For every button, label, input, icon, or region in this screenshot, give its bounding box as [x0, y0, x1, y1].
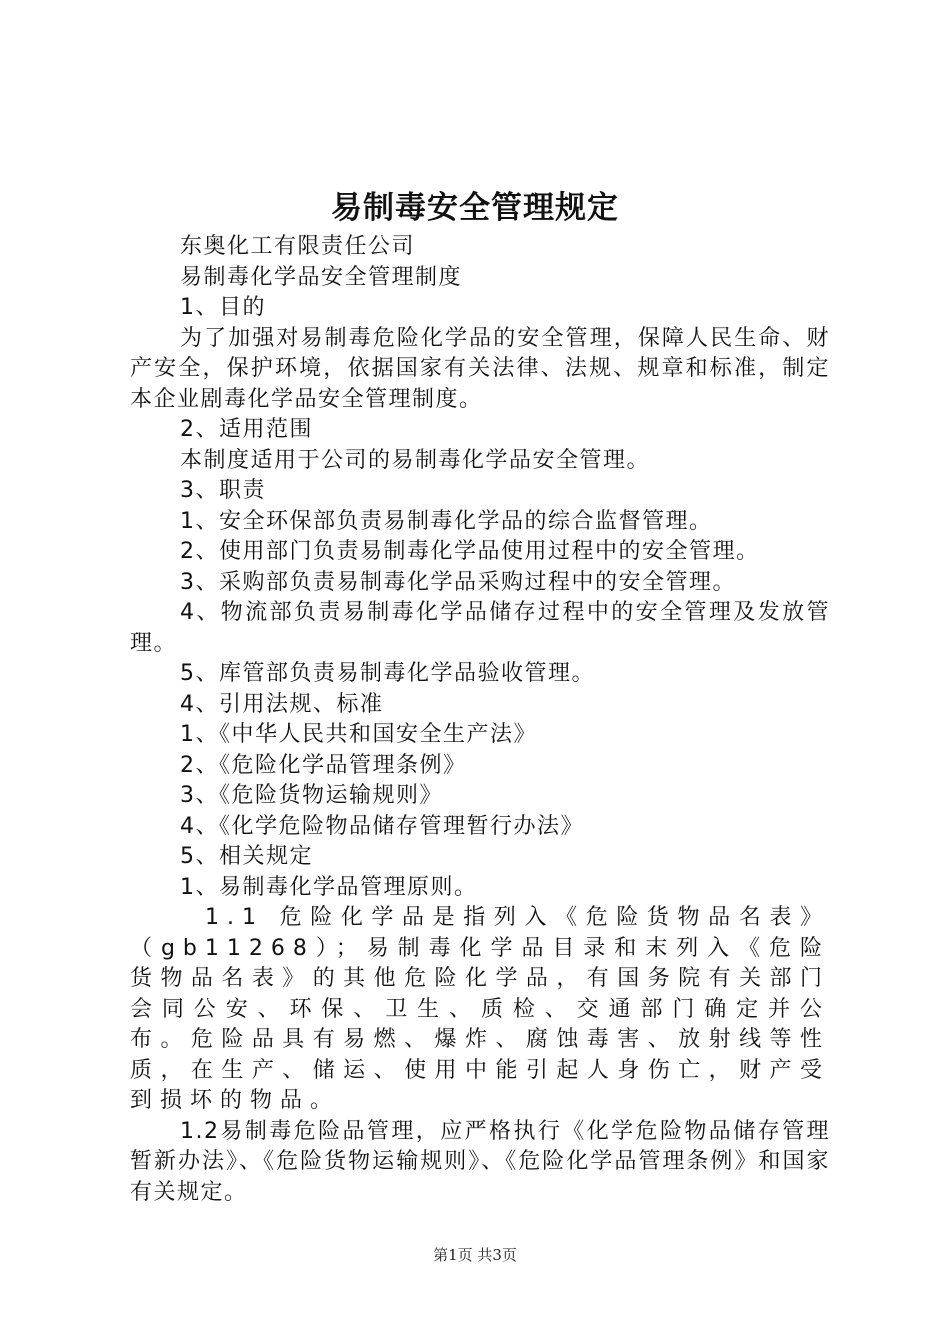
- paragraph-clause-1-2: 1.2易制毒危险品管理，应严格执行《化学危险物品储存管理暂新办法》、《危险货物运输规则》、《危险化学品管理条例》和国家有关规定。: [130, 1118, 830, 1205]
- heading-related-rules: 5、相关规定: [180, 844, 313, 869]
- list-item-duty-2: 2、使用部门负责易制毒化学品使用过程中的安全管理。: [180, 539, 760, 564]
- page-number-footer: 第1页 共3页: [433, 1246, 517, 1264]
- heading-scope: 2、适用范围: [180, 417, 313, 442]
- heading-references: 4、引用法规、标准: [180, 691, 384, 717]
- list-item-reference-3: 3、《危险货物运输规则》: [180, 783, 443, 808]
- list-item-reference-4: 4、《化学危险物品储存管理暂行办法》: [180, 813, 584, 839]
- paragraph-principle: 1、易制毒化学品管理原则。: [180, 874, 478, 900]
- list-item-reference-1: 1、《中华人民共和国安全生产法》: [180, 722, 537, 747]
- paragraph-company: 东奥化工有限责任公司: [180, 234, 416, 259]
- list-item-reference-2: 2、《危险化学品管理条例》: [180, 752, 467, 778]
- list-item-duty-4: 4、物流部负责易制毒化学品储存过程中的安全管理及发放管理。: [130, 600, 830, 656]
- document-title: 易制毒安全管理规定: [331, 190, 619, 226]
- list-item-duty-1: 1、安全环保部负责易制毒化学品的综合监督管理。: [180, 508, 713, 534]
- paragraph-scope: 本制度适用于公司的易制毒化学品安全管理。: [180, 447, 651, 473]
- heading-duties: 3、职责: [180, 478, 266, 503]
- list-item-duty-5: 5、库管部负责易制毒化学品验收管理。: [180, 661, 595, 686]
- document-body: [130, 232, 830, 1208]
- paragraph-clause-1-1: 1.1 危险化学品是指列入《危险货物品名表》（gb11268）；易制毒化学品目录和末列入《危险货物品名表》的其他危险化学品，有国务院有关部门会同公安、环保、卫生、质检、交通部门确定并公布。危险品具有易燃、爆炸、腐蚀毒害、放射线等性质，在生产、储运、使用中能引起人身伤亡，财产受到损坏的物品。: [130, 905, 830, 1113]
- paragraph-system-name: 易制毒化学品安全管理制度: [180, 264, 463, 290]
- paragraph-purpose: 为了加强对易制毒危险化学品的安全管理，保障人民生命、财产安全，保护环境，依据国家有关法律、法规、规章和标准，制定本企业剧毒化学品安全管理制度。: [130, 325, 830, 412]
- list-item-duty-3: 3、采购部负责易制毒化学品采购过程中的安全管理。: [180, 569, 736, 595]
- heading-purpose: 1、目的: [180, 295, 266, 320]
